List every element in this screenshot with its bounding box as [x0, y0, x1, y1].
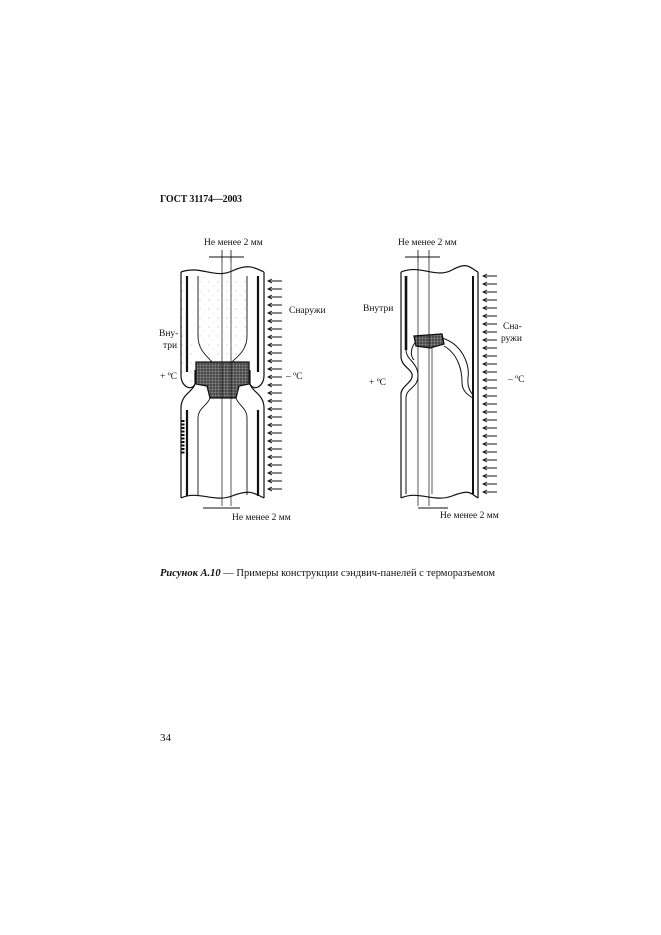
figure-caption-text: — Примеры конструкции сэндвич-панелей с терморазъемом: [220, 568, 496, 579]
left-outside-label: Снаружи: [289, 306, 326, 316]
left-panel-drawing: [181, 250, 282, 508]
right-temp-minus: – ºC: [508, 375, 525, 385]
right-panel-drawing: [401, 250, 497, 508]
right-outside-label-1: Сна-: [503, 322, 522, 332]
standard-number: ГОСТ 31174—2003: [160, 194, 242, 205]
left-inside-label-2: три: [163, 341, 178, 351]
left-top-dimension: Не менее 2 мм: [204, 238, 263, 248]
right-temp-plus: + ºC: [369, 378, 387, 388]
right-bottom-dimension: Не менее 2 мм: [440, 511, 499, 521]
figure-caption: [160, 568, 495, 579]
left-inside-label-1: Вну-: [159, 329, 179, 339]
right-top-dimension: Не менее 2 мм: [398, 238, 457, 248]
figure-caption-label: Рисунок А.10: [160, 568, 221, 579]
left-bottom-dimension: Не менее 2 мм: [232, 513, 291, 523]
right-inside-label: Внутри: [363, 304, 394, 314]
left-temp-minus: – ºC: [286, 372, 303, 382]
right-outside-label-2: ружи: [501, 334, 522, 344]
left-temp-plus: + ºC: [160, 372, 178, 382]
page-number: 34: [160, 732, 171, 744]
